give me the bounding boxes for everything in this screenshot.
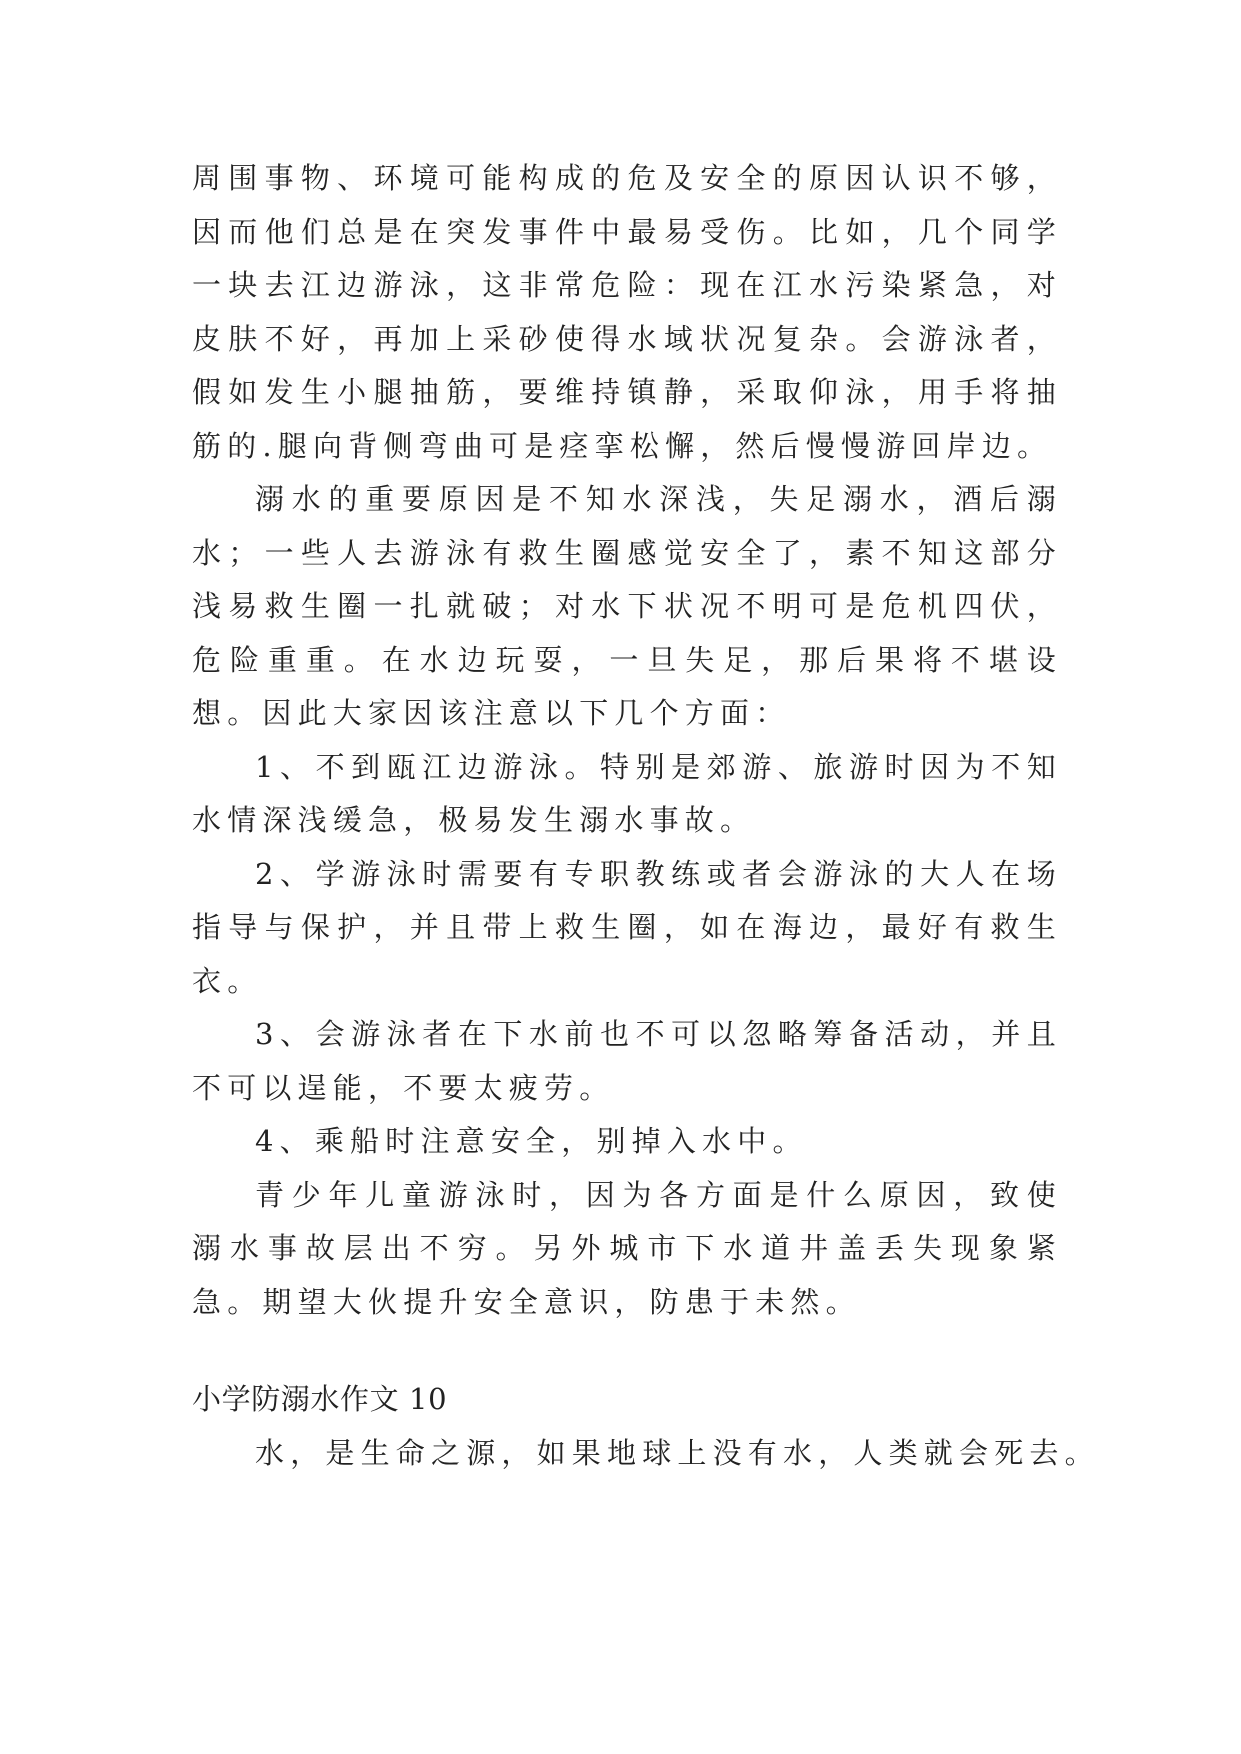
paragraph-next-essay: 水，是生命之源，如果地球上没有水，人类就会死去。: [255, 1435, 1100, 1470]
paragraph-1: 周围事物、环境可能构成的危及安全的原因认识不够，因而他们总是在突发事件中最易受伤。比如，几个同学一块去江边游泳，这非常危险：现在江水污染紧急，对皮肤不好，再加上采砂使得水域状况复杂。会游泳者，假如发生小腿抽筋，要维持镇静，采取仰泳，用手将抽筋的.腿向背侧弯曲可是痉挛松懈，然后慢慢游回岸边。: [192, 161, 1062, 463]
tip-1: 1、不到瓯江边游泳。特别是郊游、旅游时因为不知水情深浅缓急，极易发生溺水事故。: [192, 749, 1062, 837]
tip-2: 2、学游泳时需要有专职教练或者会游泳的大人在场指导与保护，并且带上救生圈，如在海边，最好有救生衣。: [192, 856, 1062, 998]
paragraph-closing: 青少年儿童游泳时，因为各方面是什么原因，致使溺水事故层出不穷。另外城市下水道井盖丢失现象紧急。期望大伙提升安全意识，防患于未然。: [192, 1177, 1062, 1319]
essay-heading: 小学防溺水作文 10: [192, 1382, 448, 1416]
document-body: [192, 152, 1100, 1480]
paragraph-2: 溺水的重要原因是不知水深浅，失足溺水，酒后溺水；一些人去游泳有救生圈感觉安全了，素不知这部分浅易救生圈一扎就破；对水下状况不明可是危机四伏，危险重重。在水边玩耍，一旦失足，那后果将不堪设想。因此大家因该注意以下几个方面：: [192, 482, 1062, 730]
tip-3: 3、会游泳者在下水前也不可以忽略筹备活动，并且不可以逞能，不要太疲劳。: [192, 1017, 1062, 1105]
tip-4: 4、乘船时注意安全，别掉入水中。: [255, 1124, 808, 1158]
